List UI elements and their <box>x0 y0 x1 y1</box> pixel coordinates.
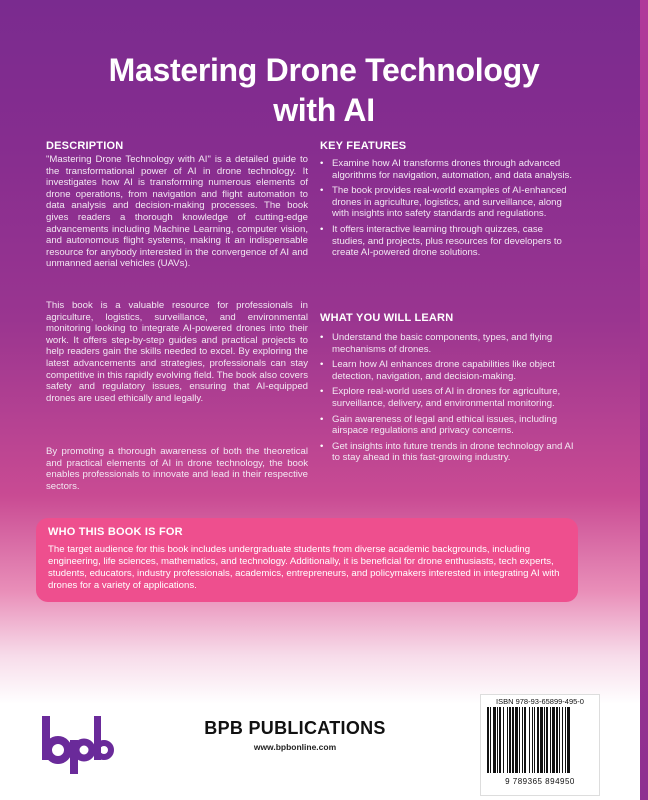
learn-item: • Learn how AI enhances drone capabilities like object detection, navigation, and decision-making. <box>320 359 574 382</box>
spine-edge <box>640 0 648 800</box>
book-title <box>40 50 608 130</box>
learn-item: • Explore real-world uses of AI in drones for agriculture, surveillance, delivery, and environmental monitoring. <box>320 386 574 409</box>
description-heading: DESCRIPTION <box>46 140 124 152</box>
title-line-1: Mastering Drone Technology <box>108 52 540 88</box>
barcode <box>480 694 600 796</box>
description-paragraph-1: "Mastering Drone Technology with AI" is a detailed guide to the transformational power of AI in drone technology. It investigates how AI is transforming numerous elements of drone operations, from navigation and flight automation to data analysis and decision-making processes. The book gives readers a thorough knowledge of cutting-edge advancements including Machine Learning, computer vision, and autonomous flight systems, making it an indispensable resource for anybody interested in the convergence of AI and unmanned aerial vehicles (UAVs). <box>46 154 308 270</box>
barcode-number: 9 789365 894950 <box>505 777 575 786</box>
key-features-list <box>320 158 574 263</box>
who-text: The target audience for this book includes undergraduate students from diverse academic backgrounds, including engineering, life sciences, mathematics, and technology. Additionally, it is beneficial for drone enthusiasts, tech experts, students, educators, industry professionals, academics, entrepreneurs, and policymakers interested in integrating AI with drones for a variety of applications. <box>48 544 560 591</box>
key-feature-item: • Examine how AI transforms drones through advanced algorithms for navigation, automation, and data analysis. <box>320 158 574 181</box>
learn-item: • Get insights into future trends in drone technology and AI to stay ahead in this fast-growing industry. <box>320 441 574 464</box>
key-features-heading: KEY FEATURES <box>320 140 407 152</box>
isbn-label: ISBN 978-93-65899-495-0 <box>496 697 584 706</box>
who-heading: WHO THIS BOOK IS FOR <box>48 526 183 538</box>
learn-item: • Gain awareness of legal and ethical issues, including airspace regulations and privacy concerns. <box>320 414 574 437</box>
key-feature-item: • The book provides real-world examples of AI-enhanced drones in agriculture, logistics, and surveillance, along with insights into safety standards and regulations. <box>320 185 574 220</box>
learn-item: • Understand the basic components, types, and flying mechanisms of drones. <box>320 332 574 355</box>
description-paragraph-2: This book is a valuable resource for professionals in agriculture, logistics, surveillance, and environmental monitoring looking to integrate AI-powered drones into their work. It offers step-by-step guides and practical projects to help readers gain the skills needed to excel. By exploring the latest advancements and strategies, professionals can stay competitive in this rapidly evolving field. The book also covers safety and regulatory issues, ensuring that AI-equipped drones are used ethically and legally. <box>46 300 308 404</box>
key-feature-item: • It offers interactive learning through quizzes, case studies, and projects, plus resources for developers to create AI-powered drone solutions. <box>320 224 574 259</box>
publisher-name: BPB PUBLICATIONS <box>204 718 386 738</box>
description-paragraph-3: By promoting a thorough awareness of both the theoretical and practical elements of AI in drone technology, the book enables professionals to innovate and lead in their respective sectors. <box>46 446 308 492</box>
bpb-logo-icon <box>40 712 114 776</box>
title-line-2: with AI <box>273 92 375 128</box>
learn-list <box>320 332 574 468</box>
what-you-will-learn-heading: WHAT YOU WILL LEARN <box>320 312 454 324</box>
barcode-bars <box>485 707 595 777</box>
publisher-website: www.bpbonline.com <box>253 742 337 752</box>
who-this-book-is-for-box <box>36 518 578 602</box>
